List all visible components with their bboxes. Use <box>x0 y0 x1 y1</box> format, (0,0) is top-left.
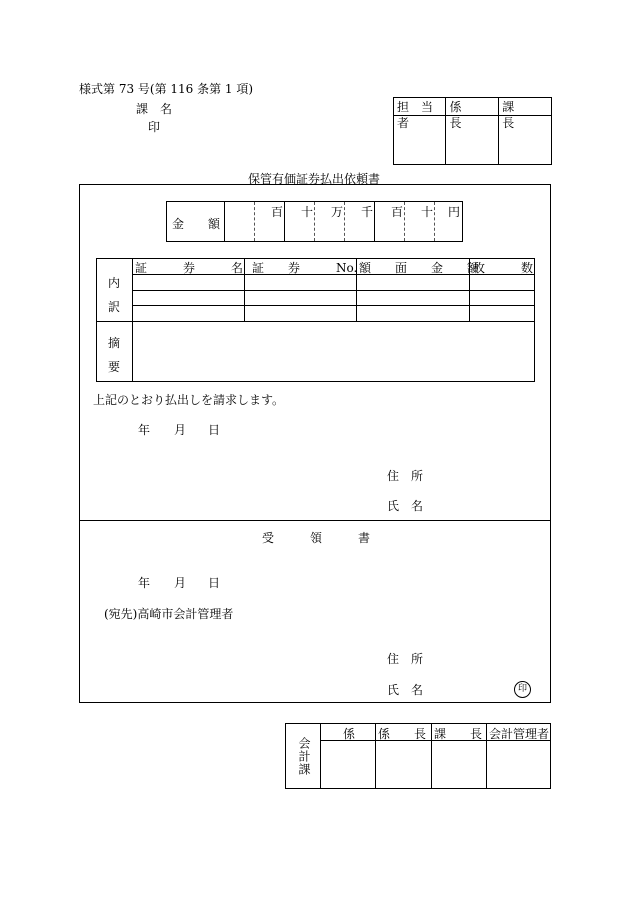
unit-yen: 円 <box>448 205 461 219</box>
accounting-side-label: 会計課 <box>297 737 311 776</box>
seal-mark: 印 <box>148 120 161 134</box>
form-number: 様式第 73 号(第 116 条第 1 項) <box>79 82 254 96</box>
unit-man: 万 <box>331 205 344 219</box>
approval-col-staff: 担 当 者 <box>397 99 446 130</box>
date-day: 日 <box>208 423 221 437</box>
row3-security-name[interactable] <box>133 306 243 320</box>
details-table <box>96 258 535 382</box>
acc-stamp-accountant[interactable] <box>487 741 550 788</box>
acc-col-staff: 係 <box>343 727 356 741</box>
acc-col-chief: 係 長 <box>378 727 427 741</box>
unit-hundred-man: 百 <box>271 205 284 219</box>
division-name-label: 課 名 <box>136 102 173 116</box>
receipt-date-month: 月 <box>174 576 187 590</box>
col-face-value: 額 面 金 額 <box>359 261 480 275</box>
col-count: 枚 数 <box>473 261 534 275</box>
acc-stamp-staff[interactable] <box>321 741 375 788</box>
summary-field[interactable] <box>133 322 533 380</box>
col-security-name: 証 券 名 <box>135 261 244 275</box>
address-label-1: 住 所 <box>387 469 424 483</box>
acc-stamp-chief[interactable] <box>376 741 431 788</box>
form-title: 保管有価証券払出依頼書 <box>248 172 381 186</box>
date-month: 月 <box>174 423 187 437</box>
unit-ten: 十 <box>421 205 434 219</box>
name-label-1: 氏 名 <box>387 499 424 513</box>
date-year: 年 <box>138 423 151 437</box>
acc-stamp-section-head[interactable] <box>432 741 486 788</box>
address-label-2: 住 所 <box>387 652 424 666</box>
section-divider <box>79 520 551 521</box>
receipt-date-year: 年 <box>138 576 151 590</box>
unit-thousand: 千 <box>361 205 374 219</box>
receipt-date-day: 日 <box>208 576 221 590</box>
approval-table <box>393 97 552 165</box>
col-security-no: 証 券 No. <box>252 261 358 275</box>
amount-box[interactable] <box>166 201 463 242</box>
acc-col-accountant: 会計管理者 <box>489 727 550 741</box>
approval-col-chief: 係 長 <box>449 99 486 130</box>
amount-label: 金 額 <box>172 217 221 231</box>
name-label-2: 氏 名 <box>387 683 424 697</box>
breakdown-label: 内 訳 <box>108 276 121 314</box>
row2-security-name[interactable] <box>133 291 243 304</box>
seal-stamp-icon: 印 <box>514 681 531 698</box>
unit-hundred: 百 <box>391 205 404 219</box>
row1-security-name[interactable] <box>133 275 243 289</box>
receipt-title: 受 領 書 <box>262 531 371 545</box>
summary-label: 摘 要 <box>108 336 121 374</box>
request-text: 上記のとおり払出しを請求します。 <box>93 393 285 407</box>
receipt-addressee: (宛先)高崎市会計管理者 <box>104 607 234 621</box>
unit-ten-man: 十 <box>301 205 314 219</box>
acc-col-section-head: 課 長 <box>434 727 483 741</box>
approval-col-section-head: 課 長 <box>502 99 539 130</box>
accounting-table <box>285 723 551 789</box>
